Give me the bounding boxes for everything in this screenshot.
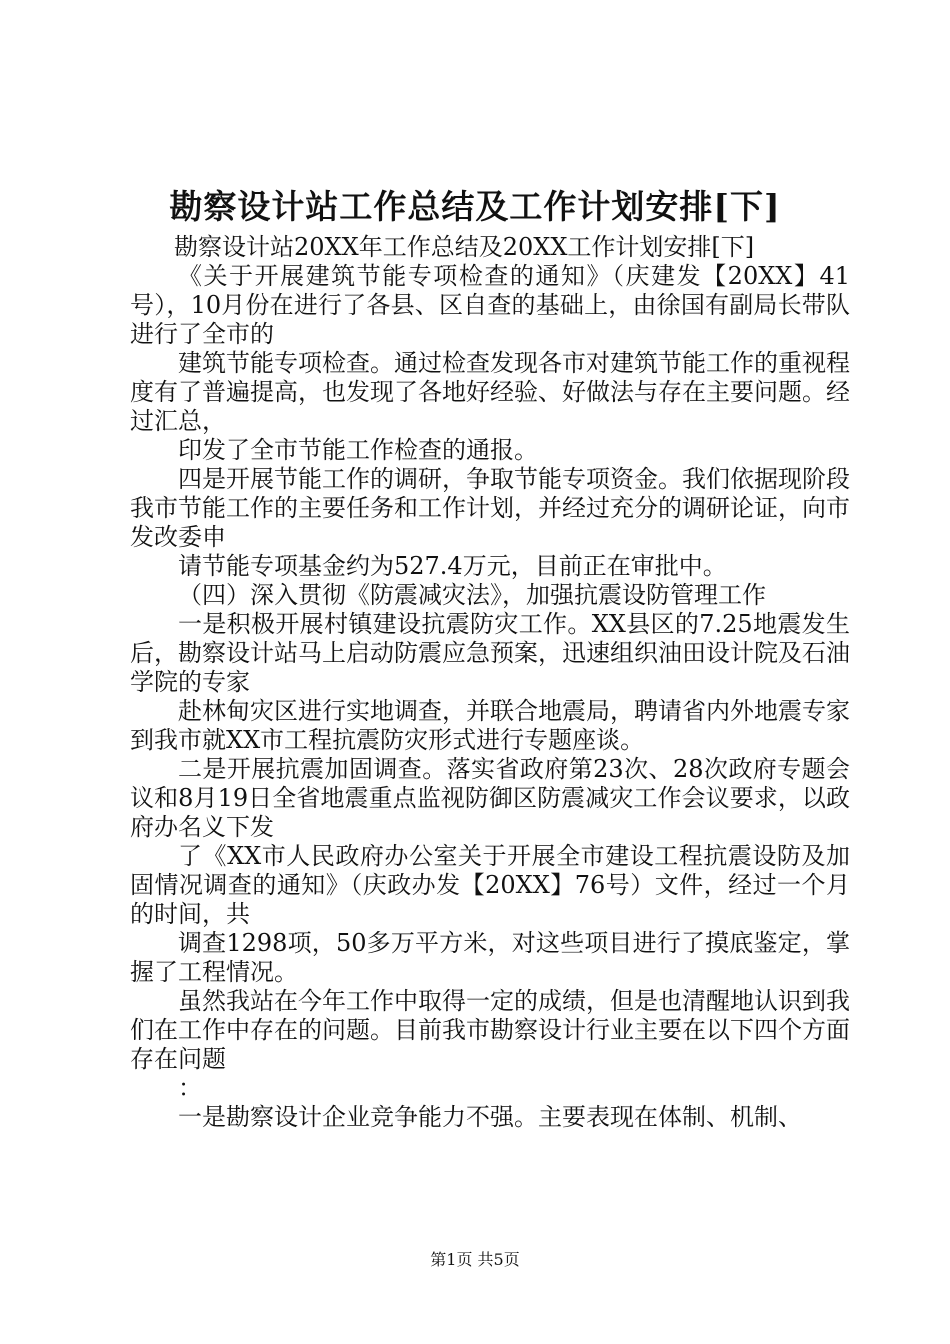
paragraph: 虽然我站在今年工作中取得一定的成绩，但是也清醒地认识到我们在工作中存在的问题。目前我市勘察设计行业主要在以下四个方面存在问题 [130,987,850,1073]
paragraph: 调查1298项，50多万平方米，对这些项目进行了摸底鉴定，掌握了工程情况。 [130,929,850,986]
paragraph: 二是开展抗震加固调查。落实省政府第23次、28次政府专题会议和8月19日全省地震重点监视防御区防震减灾工作会议要求，以政府办名义下发 [130,755,850,841]
paragraph: 《关于开展建筑节能专项检查的通知》（庆建发【20XX】41号），10月份在进行了各县、区自查的基础上，由徐国有副局长带队进行了全市的 [130,262,850,348]
paragraph: 四是开展节能工作的调研，争取节能专项资金。我们依据现阶段我市节能工作的主要任务和工作计划，并经过充分的调研论证，向市发改委申 [130,465,850,551]
paragraph: 赴林甸灾区进行实地调查，并联合地震局，聘请省内外地震专家到我市就XX市工程抗震防灾形式进行专题座谈。 [130,697,850,754]
paragraph: 一是积极开展村镇建设抗震防灾工作。XX县区的7.25地震发生后，勘察设计站马上启动防震应急预案，迅速组织油田设计院及石油学院的专家 [130,610,850,696]
paragraph: （四）深入贯彻《防震减灾法》，加强抗震设防管理工作 [178,581,766,609]
document-body [130,233,850,1132]
page-number: 第1页 共5页 [430,1250,520,1269]
paragraph: ： [178,1074,202,1102]
paragraph: 一是勘察设计企业竞争能力不强。主要表现在体制、机制、 [178,1103,802,1131]
paragraph: 请节能专项基金约为527.4万元，目前正在审批中。 [178,552,727,580]
paragraph: 了《XX市人民政府办公室关于开展全市建设工程抗震设防及加固情况调查的通知》（庆政办发【20XX】76号）文件，经过一个月的时间，共 [130,842,850,928]
paragraph: 建筑节能专项检查。通过检查发现各市对建筑节能工作的重视程度有了普遍提高，也发现了各地好经验、好做法与存在主要问题。经过汇总， [130,349,850,435]
document-title: 勘察设计站工作总结及工作计划安排[下] [169,187,781,226]
paragraph: 印发了全市节能工作检查的通报。 [178,436,538,464]
paragraph: 勘察设计站20XX年工作总结及20XX工作计划安排[下] [174,233,755,261]
